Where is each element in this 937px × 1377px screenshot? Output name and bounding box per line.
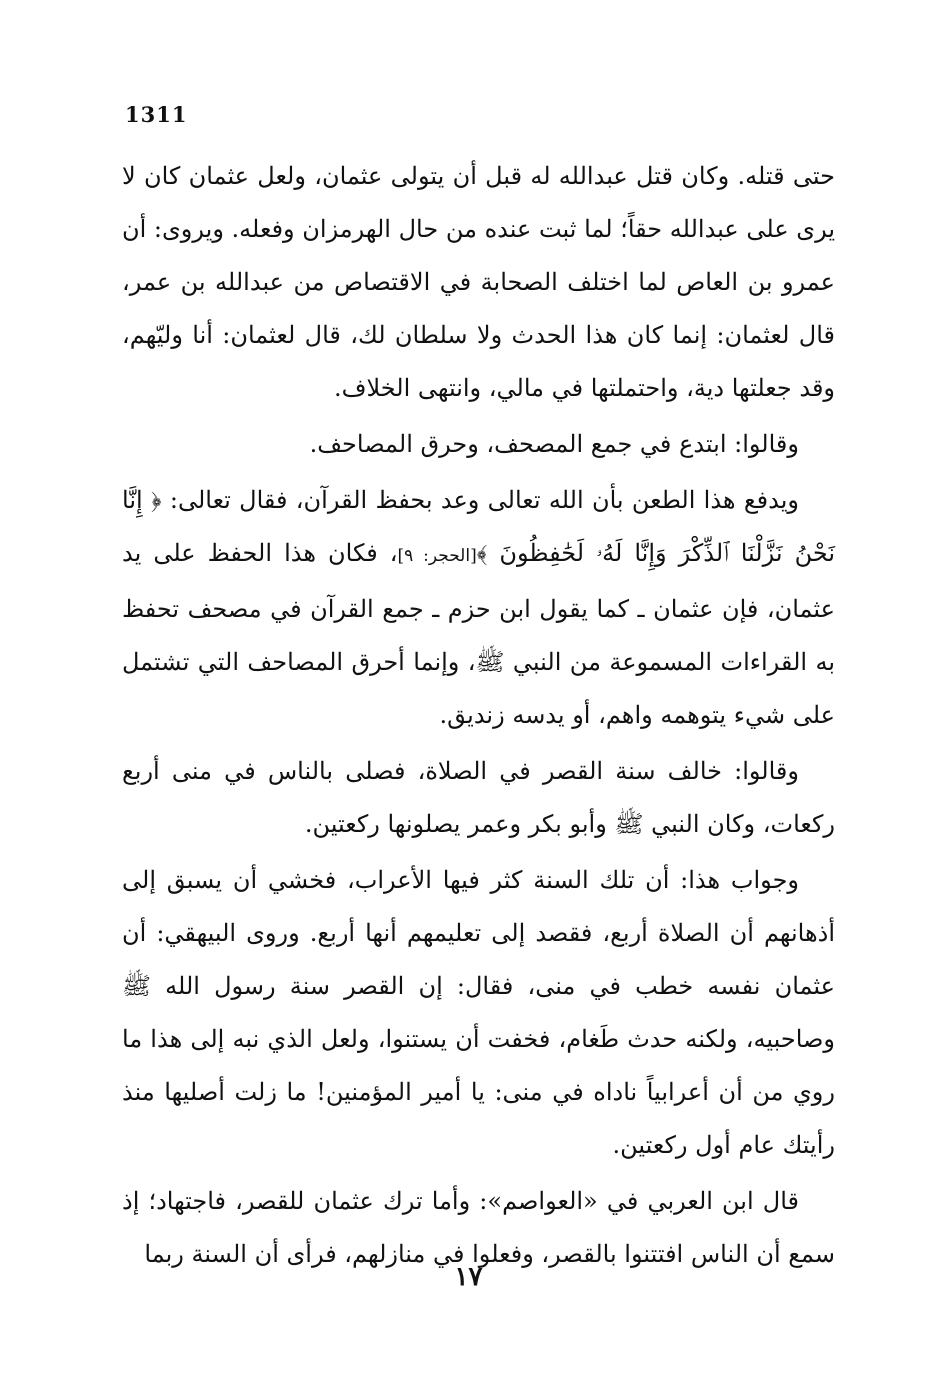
paragraph-2: وقالوا: ابتدع في جمع المصحف، وحرق المصاحف. bbox=[309, 430, 799, 458]
paragraph-3-before-ref: ويدفع هذا الطعن بأن الله تعالى وعد بحفظ القرآن، فقال تعالى: ﴿ إِنَّا نَحْنُ نَزَّلْنَا ٱلذِّكْرَ وَإِنَّا لَهُۥ لَحَٰفِظُونَ ﴾ bbox=[122, 486, 836, 567]
paragraph-1: حتى قتله. وكان قتل عبدالله له قبل أن يتولى عثمان، ولعل عثمان كان لا يرى على عبدالله حقاً؛ لما ثبت عنده من حال الهرمزان وفعله. ويروى: أن عمرو بن العاص لما اختلف الصحابة في الاقتصاص من عبدالله بن عمر، قال لعثمان: إنما كان هذا الحدث ولا سلطان لك، قال لعثمان: أنا وليّهم، وقد جعلتها دية، واحتملتها في مالي، وانتهى الخلاف. bbox=[122, 162, 835, 402]
paragraph-3 bbox=[122, 474, 835, 742]
page-code: 1311 bbox=[125, 102, 188, 127]
document-body bbox=[122, 150, 835, 1281]
paragraph-6: قال ابن العربي في «العواصم»: وأما ترك عثمان للقصر، فاجتهاد؛ إذ سمع أن الناس افتتنوا بالقصر، وفعلوا في منازلهم، فرأى أن السنة ربما bbox=[122, 1187, 835, 1268]
page-number: ١٧ bbox=[454, 1262, 483, 1292]
quran-reference: [الحجر: ٩] bbox=[397, 546, 477, 566]
paragraph-4: وقالوا: خالف سنة القصر في الصلاة، فصلى بالناس في منى أربع ركعات، وكان النبي ﷺ وأبو بكر وعمر يصلونها ركعتين. bbox=[122, 757, 835, 838]
paragraph-5: وجواب هذا: أن تلك السنة كثر فيها الأعراب، فخشي أن يسبق إلى أذهانهم أن الصلاة أربع، فقصد إلى تعليمهم أنها أربع. وروى البيهقي: أن عثمان نفسه خطب في منى، فقال: إن القصر سنة رسول الله ﷺ وصاحبيه، ولكنه حدث طَغام، فخفت أن يستنوا، ولعل الذي نبه إلى هذا ما روي من أن أعرابياً ناداه في منى: يا أمير المؤمنين! ما زلت أصليها منذ رأيتك عام أول ركعتين. bbox=[122, 866, 835, 1159]
paragraph-3-after-ref: ، فكان هذا الحفظ على يد عثمان، فإن عثمان ـ كما يقول ابن حزم ـ جمع القرآن في مصحف تحفظ به القراءات المسموعة من النبي ﷺ، وإنما أحرق المصاحف التي تشتمل على شيء يتوهمه واهم، أو يدسه زنديق. bbox=[122, 539, 835, 729]
